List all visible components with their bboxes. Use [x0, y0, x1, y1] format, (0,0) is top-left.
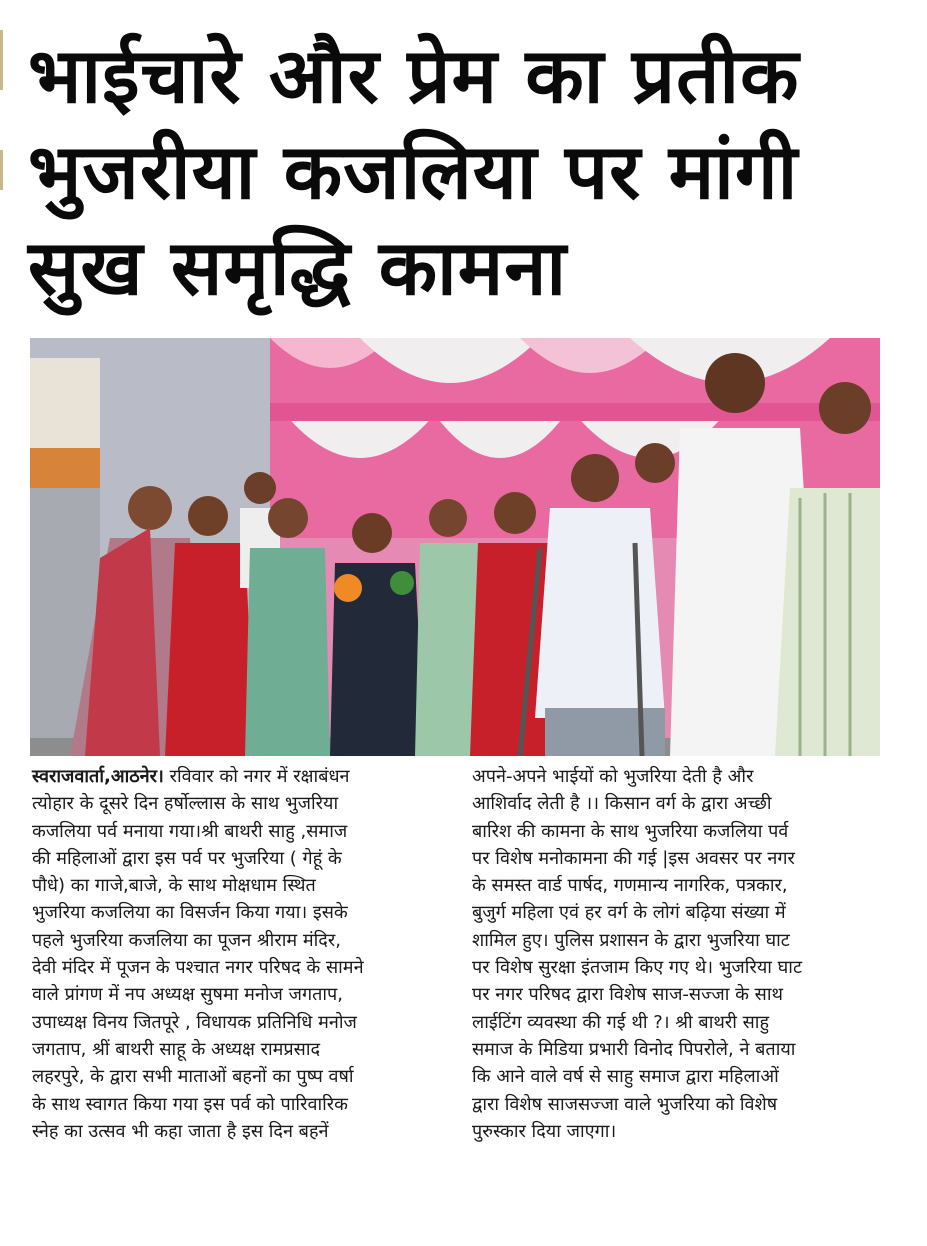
article-line: त्योहार के दूसरे दिन हर्षोल्लास के साथ भुजरिया — [32, 793, 339, 815]
article-line: जगताप, श्रीं बाथरी साहू के अध्यक्ष रामप्रसाद — [32, 1038, 321, 1060]
article-line: के समस्त वार्ड पार्षद, गणमान्य नागरिक, पत्रकार, — [472, 875, 788, 897]
article-line: पुरुस्कार दिया जाएगा। — [472, 1120, 617, 1142]
headline-line-1: भाईचारे और प्रेम का प्रतीक — [28, 31, 800, 120]
article-line: लहरपुरे, के द्वारा सभी माताओं बहनों का पुष्प वर्षा — [32, 1066, 354, 1088]
article-column-right — [472, 763, 882, 1145]
headline — [28, 28, 908, 316]
news-photo — [30, 338, 880, 756]
article-line: अपने-अपने भाईयों को भुजरिया देती है और — [472, 766, 754, 787]
article-line: पौधे) का गाजे,बाजे, के साथ मोक्षधाम स्थित — [32, 875, 316, 897]
article-line: शामिल हुए। पुलिस प्रशासन के द्वारा भुजरिया घाट — [472, 929, 790, 951]
page-edge-mark-mid — [0, 150, 3, 190]
article-line: पर विशेष सुरक्षा इंतजाम किए गए थे। भुजरिया घाट — [472, 957, 803, 979]
article-line: उपाध्यक्ष विनय जितपूरे , विधायक प्रतिनिधि मनोज — [32, 1011, 357, 1033]
article-line: बारिश की कामना के साथ भुजरिया कजलिया पर्व — [472, 820, 789, 842]
article-text: रविवार को नगर में रक्षाबंधन — [163, 766, 350, 787]
page-edge-mark-top — [0, 30, 3, 90]
article-line: वाले प्रांगण में नप अध्यक्ष सुषमा मनोज जगताप, — [32, 984, 343, 1006]
article-line — [32, 763, 442, 790]
dateline: स्वराजवार्ता,आठनेर। — [32, 766, 164, 787]
article-line: कजलिया पर्व मनाया गया।श्री बाथरी साहु ,समाज — [32, 820, 348, 842]
article-line: लाईटिंग व्यवस्था की गई थी ?। श्री बाथरी साहु — [472, 1011, 770, 1033]
article-line: स्नेह का उत्सव भी कहा जाता है इस दिन बहनें — [32, 1120, 329, 1142]
article-line: पर नगर परिषद द्वारा विशेष साज-सज्जा के साथ — [472, 984, 784, 1006]
headline-line-2: भुजरीया कजलिया पर मांगी — [28, 127, 799, 216]
news-photo-illustration — [30, 338, 880, 756]
article-line: पर विशेष मनोकामना की गई |इस अवसर पर नगर — [472, 847, 795, 869]
article-line: कि आने वाले वर्ष से साहु समाज द्वारा महिलाओं — [472, 1066, 779, 1088]
article-line: समाज के मिडिया प्रभारी विनोद पिपरोले, ने बताया — [472, 1038, 796, 1060]
article-line: के साथ स्वागत किया गया इस पर्व को पारिवारिक — [32, 1093, 348, 1115]
article-line: की महिलाओं द्वारा इस पर्व पर भुजरिया ( गेहूं के — [32, 847, 342, 869]
article-line: आशिर्वाद लेती है ।। किसान वर्ग के द्वारा अच्छी — [472, 793, 772, 815]
article-line: बुजुर्ग महिला एवं हर वर्ग के लोगं बढ़िया संख्या में — [472, 902, 786, 924]
article-line: पहले भुजरिया कजलिया का पूजन श्रीराम मंदिर, — [32, 929, 341, 951]
headline-line-3: सुख समृद्धि कामना — [28, 223, 568, 312]
article-line: देवी मंदिर में पूजन के पश्चात नगर परिषद के सामने — [32, 957, 364, 979]
article-line: भुजरिया कजलिया का विसर्जन किया गया। इसके — [32, 902, 348, 924]
article-column-left — [32, 763, 442, 1145]
article-line: द्वारा विशेष साजसज्जा वाले भुजरिया को विशेष — [472, 1093, 778, 1115]
